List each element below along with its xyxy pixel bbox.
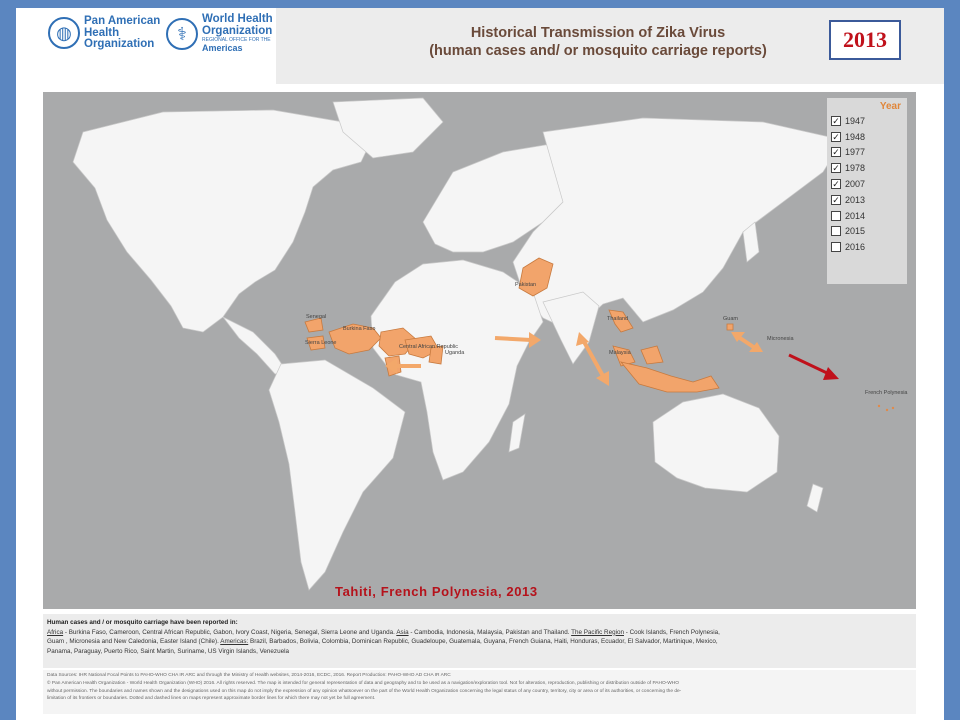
south-america [269, 360, 405, 590]
legend-year-label: 2015 [845, 226, 866, 237]
label-uganda: Uganda [445, 350, 465, 356]
legend-item-1947[interactable] [827, 113, 907, 129]
checkbox-checked-icon[interactable]: ✓ [832, 131, 840, 142]
sources-line-1: Data Sources: IHR National Focal Points to PAHO-WHO CHA IR ARC and through the Ministry of Health websites, 2014-2016, ECDC, 2016. Report Production: PAHO-WHO AD CHA IR ARC [47, 673, 451, 678]
checkbox-checked-icon[interactable]: ✓ [832, 179, 840, 190]
label-french-polynesia: French Polynesia [865, 390, 908, 396]
year-badge: 2013 [829, 20, 901, 60]
north-america [73, 110, 376, 332]
africa-label: Africa [47, 628, 64, 636]
who-sub: REGIONAL OFFICE FOR THE [202, 37, 271, 43]
year-legend [827, 98, 907, 284]
checkbox-checked-icon[interactable]: ✓ [832, 163, 840, 174]
legend-year-label: 1947 [845, 115, 866, 126]
globe-icon: ◍ [48, 17, 80, 49]
checkbox-unchecked-icon[interactable] [831, 211, 841, 221]
indonesia-highlight-1 [621, 362, 719, 392]
world-map[interactable] [43, 92, 916, 609]
legend-item-2016[interactable] [827, 239, 907, 255]
label-pakistan: Pakistan [515, 282, 537, 288]
arrow-africa-asia [495, 338, 531, 340]
africa-text: - Burkina Faso, Cameroon, Central African Republic, Gabon, Ivory Coast, Nigeria, Senegal, Sierra Leone and Uganda. [63, 628, 397, 636]
legend-item-2015[interactable] [827, 224, 907, 240]
legend-item-1978[interactable] [827, 160, 907, 176]
who-logo [166, 14, 292, 53]
who-line-2: Organization [202, 24, 273, 37]
label-micronesia: Micronesia [767, 336, 794, 342]
arrow-to-french-polynesia [789, 355, 827, 373]
sources-line-3: without permission. The boundaries and names shown and the designations used on this map do not imply the expression of any opinion whatsoever on the part of the World Health Organization concerning the legal status of any country, territory, city or area or of its authorities, or concerning the de- [47, 688, 682, 694]
data-sources [43, 670, 916, 714]
checkbox-unchecked-icon[interactable] [831, 226, 841, 236]
label-sierra-leone: Sierra Leone [305, 340, 337, 346]
legend-year-label: 1977 [845, 147, 866, 158]
map-canvas [43, 92, 916, 609]
legend-year-label: 2013 [845, 194, 866, 205]
pacific-text: - Cook Islands, French Polynesia, [623, 628, 720, 636]
paho-logo [48, 16, 174, 51]
who-emblem-icon: ⚕ [166, 18, 198, 50]
french-polynesia-dots [878, 405, 894, 411]
legend-item-2014[interactable] [827, 208, 907, 224]
map-title [400, 24, 796, 60]
paho-line-3: Organization [84, 38, 155, 50]
asia-label: Asia [396, 628, 409, 636]
asia-text: - Cambodia, Indonesia, Malaysia, Pakistan and Thailand. [408, 628, 572, 636]
title-line-2: (human cases and/ or mosquito carriage reports) [429, 43, 767, 59]
label-guam: Guam [723, 316, 738, 322]
sources-line-4: limitation of its frontiers or boundaries. Dotted and dashed lines on maps represent approximate border lines for which there may not yet be full agreement. [47, 696, 376, 702]
who-line-1: World Health [202, 13, 273, 25]
legend-year-label: 1978 [845, 163, 866, 174]
americas-cont: Panama, Paraguay, Puerto Rico, Saint Martin, Suriname, US Virgin Islands, Venezuela [47, 647, 289, 655]
australia [653, 394, 779, 492]
legend-year-label: 2007 [845, 179, 866, 190]
madagascar [509, 414, 525, 452]
sources-line-2: © Pan American Health Organization - World Health Organization (WHO) 2016. All rights reserved. The map is intended for general representation of data and geography and to be used as a navigation/exploration tool. Not for alteration, reproduction, publishing or distribution outside of PAHO-WHO [47, 680, 680, 686]
reported-countries [43, 614, 916, 668]
legend-item-1948[interactable] [827, 129, 907, 145]
arrow-africa-asia-head [529, 332, 541, 348]
legend-item-1977[interactable] [827, 145, 907, 161]
indonesia-highlight-2 [641, 346, 663, 364]
checkbox-checked-icon[interactable]: ✓ [832, 194, 840, 205]
new-zealand [807, 484, 823, 512]
checkbox-checked-icon[interactable]: ✓ [832, 115, 840, 126]
pacific-label: The Pacific Region [571, 628, 624, 636]
americas-label: Americas: [220, 638, 249, 646]
label-senegal: Senegal [306, 314, 327, 320]
label-malaysia: Malaysia [609, 350, 631, 356]
legend-year-label: 2016 [845, 242, 866, 253]
label-thailand: Thailand [607, 316, 629, 322]
legend-title: Year [879, 101, 901, 112]
checkbox-unchecked-icon[interactable] [831, 242, 841, 252]
label-car: Central African Republic [399, 344, 459, 350]
legend-item-2007[interactable] [827, 176, 907, 192]
checkbox-checked-icon[interactable]: ✓ [832, 147, 840, 158]
arrow-asia-diagonal [583, 340, 603, 376]
label-burkina-faso: Burkina Faso [343, 326, 376, 332]
reported-heading: Human cases and / or mosquito carriage have been reported in: [47, 619, 238, 626]
who-region: Americas [202, 43, 243, 53]
senegal-highlight [305, 318, 323, 332]
map-caption: Tahiti, French Polynesia, 2013 [335, 584, 538, 599]
americas-text: Brazil, Barbados, Bolivia, Colombia, Dominican Republic, Guadeloupe, Guatemala, Guyana, French Guiana, Haiti, Honduras, Ecuador, El Salvador, Martinique, Mexico, [248, 638, 718, 646]
pacific-cont: Guam , Micronesia and New Caledonia, Easter Island (Chile). [47, 638, 221, 646]
legend-year-label: 1948 [845, 131, 866, 142]
legend-item-2013[interactable] [827, 192, 907, 208]
legend-items [827, 113, 907, 255]
legend-year-label: 2014 [845, 210, 866, 221]
paho-line-1: Pan American [84, 15, 161, 27]
central-america [223, 317, 287, 374]
paho-line-2: Health [84, 26, 120, 39]
title-line-1: Historical Transmission of Zika Virus [470, 25, 726, 41]
guam-highlight [727, 324, 733, 330]
